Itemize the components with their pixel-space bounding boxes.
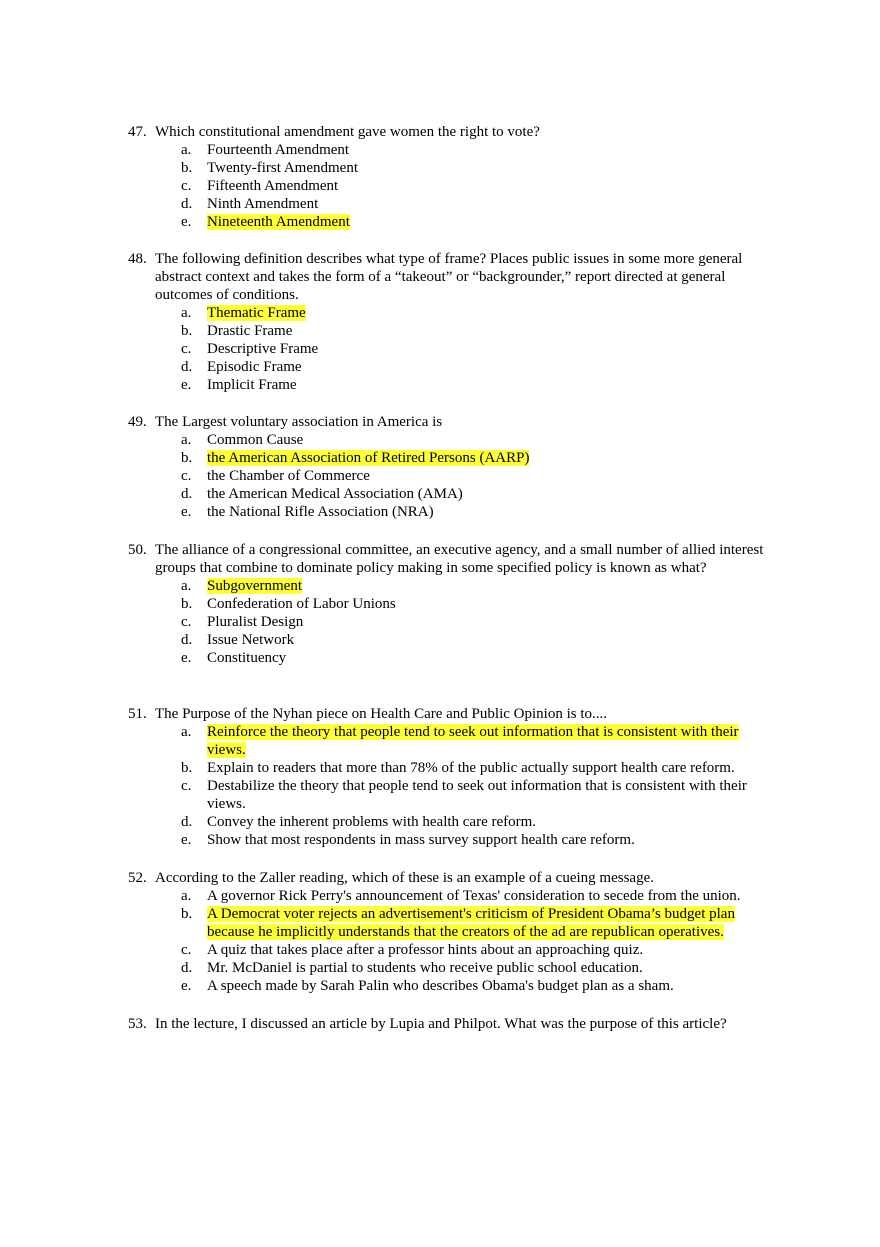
- question-53: [128, 1015, 778, 1033]
- option-text-wrapper: [207, 322, 778, 340]
- answer-option: [181, 813, 778, 831]
- question-line: [128, 705, 778, 723]
- answer-option: [181, 649, 778, 667]
- answer-option: [181, 941, 778, 959]
- option-text-wrapper: [207, 759, 778, 777]
- option-text: Fifteenth Amendment: [207, 178, 339, 194]
- question-line: [128, 123, 778, 141]
- option-letter: c.: [181, 468, 192, 484]
- question-text: The Purpose of the Nyhan piece on Health Care and Public Opinion is to....: [155, 706, 607, 722]
- answer-option: [181, 195, 778, 213]
- question-50: [128, 541, 778, 667]
- option-text-wrapper: [207, 723, 778, 759]
- option-letter: a.: [181, 724, 192, 740]
- question-text: Which constitutional amendment gave women the right to vote?: [155, 124, 540, 140]
- answer-option: [181, 340, 778, 358]
- option-text-wrapper: [207, 195, 778, 213]
- option-text: A speech made by Sarah Palin who describes Obama's budget plan as a sham.: [207, 978, 674, 994]
- question-text: The Largest voluntary association in America is: [155, 414, 443, 430]
- answer-options: [128, 304, 778, 394]
- option-text-wrapper: [207, 977, 778, 995]
- answer-option: [181, 577, 778, 595]
- option-letter: b.: [181, 450, 193, 466]
- option-letter: c.: [181, 341, 192, 357]
- option-text: Implicit Frame: [207, 377, 297, 393]
- option-letter: d.: [181, 359, 193, 375]
- option-text: A governor Rick Perry's announcement of Texas' consideration to secede from the union.: [207, 888, 741, 904]
- option-text-wrapper: [207, 177, 778, 195]
- option-letter: e.: [181, 978, 192, 994]
- question-number: 48.: [128, 251, 147, 267]
- option-text: Explain to readers that more than 78% of the public actually support health care reform.: [207, 760, 735, 776]
- option-text: Show that most respondents in mass survey support health care reform.: [207, 832, 635, 848]
- question-number: 49.: [128, 414, 147, 430]
- highlighted-answer: Reinforce the theory that people tend to seek out information that is consistent with their views.: [207, 724, 739, 758]
- option-text: Drastic Frame: [207, 323, 293, 339]
- answer-options: [128, 431, 778, 521]
- option-text: Ninth Amendment: [207, 196, 319, 212]
- option-letter: a.: [181, 305, 192, 321]
- option-text: Common Cause: [207, 432, 304, 448]
- option-text-wrapper: [207, 831, 778, 849]
- option-text-wrapper: [207, 631, 778, 649]
- answer-option: [181, 449, 778, 467]
- option-text: Issue Network: [207, 632, 295, 648]
- option-text-wrapper: [207, 431, 778, 449]
- option-text-wrapper: [207, 595, 778, 613]
- highlighted-answer: Subgovernment: [207, 578, 302, 594]
- question-number: 47.: [128, 124, 147, 140]
- question-text: The alliance of a congressional committee, an executive agency, and a small number of allied interest groups that combine to dominate policy making in some specified policy is known as what?: [155, 542, 764, 576]
- option-text-wrapper: [207, 503, 778, 521]
- question-number: 50.: [128, 542, 147, 558]
- answer-option: [181, 777, 778, 813]
- answer-option: [181, 177, 778, 195]
- option-text-wrapper: [207, 141, 778, 159]
- answer-options: [128, 141, 778, 231]
- answer-option: [181, 905, 778, 941]
- answer-option: [181, 141, 778, 159]
- option-text: the Chamber of Commerce: [207, 468, 370, 484]
- question-text: According to the Zaller reading, which of these is an example of a cueing message.: [155, 870, 654, 886]
- answer-option: [181, 503, 778, 521]
- highlighted-answer: A Democrat voter rejects an advertisement's criticism of President Obama’s budget plan because he implicitly understands that the creators of the ad are republican operatives.: [207, 906, 735, 940]
- highlighted-answer: Nineteenth Amendment: [207, 214, 350, 230]
- question-48: [128, 250, 778, 394]
- answer-option: [181, 613, 778, 631]
- option-letter: e.: [181, 504, 192, 520]
- question-line: [128, 250, 778, 304]
- option-text: Descriptive Frame: [207, 341, 319, 357]
- option-text-wrapper: [207, 777, 778, 813]
- option-text-wrapper: [207, 213, 778, 231]
- option-letter: b.: [181, 760, 193, 776]
- option-text-wrapper: [207, 467, 778, 485]
- option-text-wrapper: [207, 613, 778, 631]
- option-text: Mr. McDaniel is partial to students who receive public school education.: [207, 960, 643, 976]
- question-number: 52.: [128, 870, 147, 886]
- option-letter: c.: [181, 942, 192, 958]
- option-text: Pluralist Design: [207, 614, 304, 630]
- answer-option: [181, 358, 778, 376]
- option-text-wrapper: [207, 649, 778, 667]
- answer-option: [181, 631, 778, 649]
- option-letter: b.: [181, 323, 193, 339]
- answer-option: [181, 304, 778, 322]
- highlighted-answer: the American Association of Retired Persons (AARP): [207, 450, 530, 466]
- question-number: 53.: [128, 1016, 147, 1032]
- answer-option: [181, 887, 778, 905]
- answer-options: [128, 577, 778, 667]
- option-text-wrapper: [207, 358, 778, 376]
- option-text-wrapper: [207, 887, 778, 905]
- option-text-wrapper: [207, 959, 778, 977]
- option-letter: b.: [181, 596, 193, 612]
- option-letter: a.: [181, 432, 192, 448]
- option-letter: b.: [181, 906, 193, 922]
- option-letter: d.: [181, 632, 193, 648]
- answer-option: [181, 467, 778, 485]
- answer-option: [181, 213, 778, 231]
- question-line: [128, 541, 778, 577]
- option-letter: d.: [181, 960, 193, 976]
- option-letter: b.: [181, 160, 193, 176]
- option-text: Confederation of Labor Unions: [207, 596, 396, 612]
- option-letter: e.: [181, 377, 192, 393]
- option-letter: e.: [181, 650, 192, 666]
- answer-option: [181, 431, 778, 449]
- option-text: Destabilize the theory that people tend to seek out information that is consistent with their views.: [207, 778, 747, 812]
- option-letter: a.: [181, 888, 192, 904]
- option-letter: c.: [181, 614, 192, 630]
- option-text: Twenty-first Amendment: [207, 160, 359, 176]
- option-text-wrapper: [207, 340, 778, 358]
- option-text-wrapper: [207, 485, 778, 503]
- option-text: the American Medical Association (AMA): [207, 486, 463, 502]
- answer-option: [181, 595, 778, 613]
- option-text: Constituency: [207, 650, 287, 666]
- answer-option: [181, 959, 778, 977]
- option-text: A quiz that takes place after a professor hints about an approaching quiz.: [207, 942, 644, 958]
- option-text: Convey the inherent problems with health care reform.: [207, 814, 537, 830]
- option-text-wrapper: [207, 304, 778, 322]
- option-text-wrapper: [207, 577, 778, 595]
- question-52: [128, 869, 778, 995]
- question-text: The following definition describes what type of frame? Places public issues in some more general abstract context and takes the form of a “takeout” or “backgrounder,” report directed at general outcomes of conditions.: [155, 251, 743, 303]
- answer-option: [181, 831, 778, 849]
- question-line: [128, 869, 778, 887]
- option-text-wrapper: [207, 813, 778, 831]
- option-letter: c.: [181, 778, 192, 794]
- answer-option: [181, 759, 778, 777]
- option-text-wrapper: [207, 905, 778, 941]
- answer-option: [181, 322, 778, 340]
- option-letter: a.: [181, 578, 192, 594]
- option-text-wrapper: [207, 449, 778, 467]
- option-text: Fourteenth Amendment: [207, 142, 350, 158]
- answer-option: [181, 977, 778, 995]
- question-line: [128, 413, 778, 431]
- option-letter: e.: [181, 214, 192, 230]
- question-49: [128, 413, 778, 521]
- question-text: In the lecture, I discussed an article by Lupia and Philpot. What was the purpose of this article?: [155, 1016, 727, 1032]
- answer-option: [181, 159, 778, 177]
- answer-option: [181, 376, 778, 394]
- option-letter: d.: [181, 196, 193, 212]
- answer-options: [128, 887, 778, 995]
- answer-option: [181, 485, 778, 503]
- question-number: 51.: [128, 706, 147, 722]
- question-line: [128, 1015, 778, 1033]
- option-text-wrapper: [207, 159, 778, 177]
- option-letter: c.: [181, 178, 192, 194]
- option-text-wrapper: [207, 376, 778, 394]
- highlighted-answer: Thematic Frame: [207, 305, 306, 321]
- option-text: the National Rifle Association (NRA): [207, 504, 434, 520]
- option-letter: d.: [181, 486, 193, 502]
- question-47: [128, 123, 778, 231]
- option-letter: e.: [181, 832, 192, 848]
- option-text-wrapper: [207, 941, 778, 959]
- option-letter: d.: [181, 814, 193, 830]
- option-letter: a.: [181, 142, 192, 158]
- answer-options: [128, 723, 778, 849]
- answer-option: [181, 723, 778, 759]
- option-text: Episodic Frame: [207, 359, 302, 375]
- question-51: [128, 705, 778, 849]
